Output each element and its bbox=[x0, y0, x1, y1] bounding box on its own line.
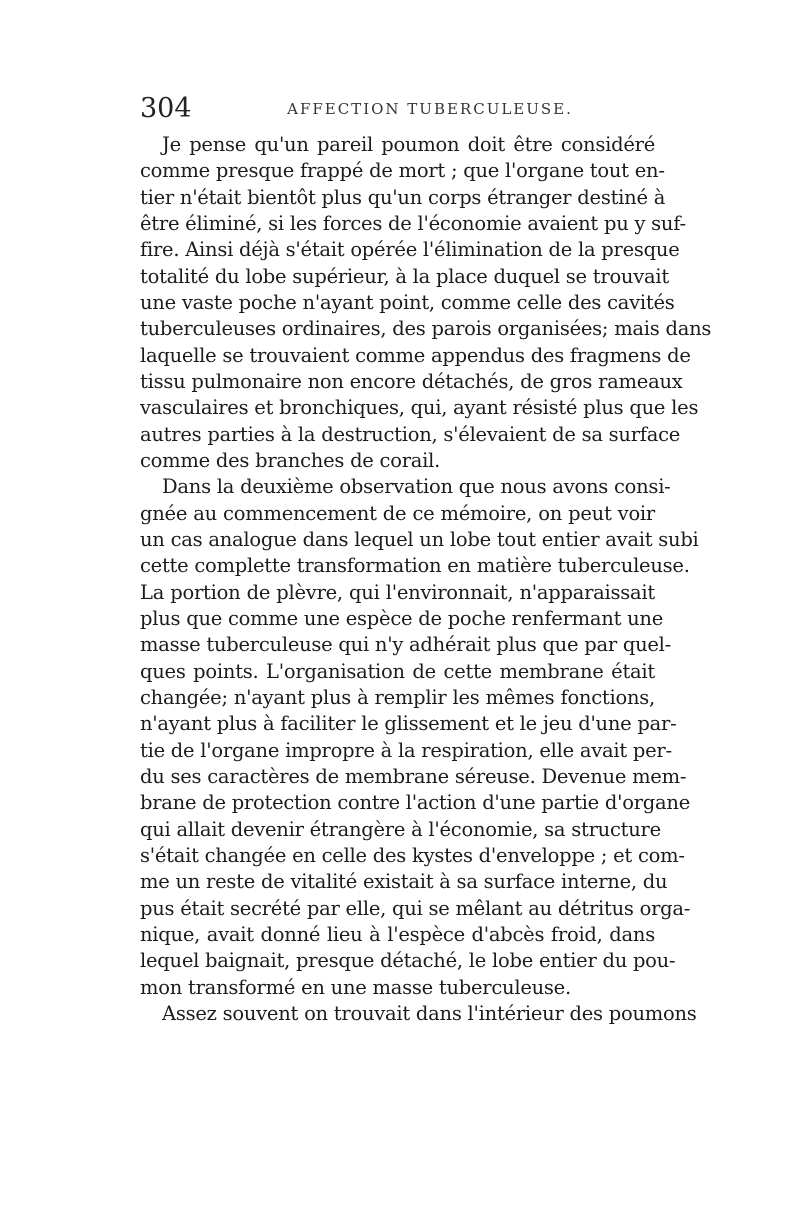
text-line: me un reste de vitalité existait à sa surface interne, du bbox=[140, 870, 668, 894]
text-line: une vaste poche n'ayant point, comme celle des cavités bbox=[140, 290, 675, 314]
text-line: pus était secrété par elle, qui se mêlant au détritus orga- bbox=[140, 896, 691, 920]
text-line: laquelle se trouvaient comme appendus des fragmens de bbox=[140, 343, 691, 367]
text-line: brane de protection contre l'action d'une partie d'organe bbox=[140, 791, 690, 815]
text-line: autres parties à la destruction, s'élevaient de sa surface bbox=[140, 422, 681, 446]
text-line: n'ayant plus à faciliter le glissement et le jeu d'une par- bbox=[140, 712, 677, 736]
text-line: Dans la deuxième observation que nous avons consi- bbox=[162, 475, 671, 499]
text-line: gnée au commencement de ce mémoire, on peut voir bbox=[140, 501, 655, 525]
text-line: ques points. L'organisation de cette membrane était bbox=[140, 659, 655, 683]
text-line: tier n'était bientôt plus qu'un corps étranger destiné à bbox=[140, 185, 666, 209]
text-line: tuberculeuses ordinaires, des parois organisées; mais dans bbox=[140, 317, 712, 341]
text-line: être éliminé, si les forces de l'économie avaient pu y suf- bbox=[140, 211, 686, 235]
text-line: cette complette transformation en matière tuberculeuse. bbox=[140, 554, 690, 578]
text-line: qui allait devenir étrangère à l'économie, sa structure bbox=[140, 817, 661, 841]
body-text bbox=[140, 132, 712, 1027]
text-line: totalité du lobe supérieur, à la place duquel se trouvait bbox=[140, 264, 669, 288]
text-line: vasculaires et bronchiques, qui, ayant résisté plus que les bbox=[140, 396, 699, 420]
text-line: masse tuberculeuse qui n'y adhérait plus que par quel- bbox=[140, 633, 672, 657]
text-line: un cas analogue dans lequel un lobe tout entier avait subi bbox=[140, 527, 699, 551]
text-line: comme des branches de corail. bbox=[140, 448, 441, 472]
text-line: s'était changée en celle des kystes d'enveloppe ; et com- bbox=[140, 843, 685, 867]
text-line: Je pense qu'un pareil poumon doit être considéré bbox=[162, 133, 655, 156]
text-line: tissu pulmonaire non encore détachés, de gros rameaux bbox=[140, 369, 683, 393]
page-header bbox=[140, 92, 660, 126]
text-line: tie de l'organe impropre à la respiration, elle avait per- bbox=[140, 738, 672, 762]
text-line: Assez souvent on trouvait dans l'intérieur des poumons bbox=[162, 1001, 697, 1025]
text-line: lequel baignait, presque détaché, le lobe entier du pou- bbox=[140, 949, 676, 973]
text-line: fire. Ainsi déjà s'était opérée l'élimination de la presque bbox=[140, 238, 680, 262]
text-line: plus que comme une espèce de poche renfermant une bbox=[140, 606, 664, 630]
text-line: nique, avait donné lieu à l'espèce d'abcès froid, dans bbox=[140, 922, 655, 946]
text-line: changée; n'ayant plus à remplir les mêmes fonctions, bbox=[140, 685, 655, 709]
text-line: du ses caractères de membrane séreuse. Devenue mem- bbox=[140, 764, 687, 788]
text-line: mon transformé en une masse tuberculeuse. bbox=[140, 975, 571, 999]
page-number: 304 bbox=[140, 93, 192, 124]
text-line: comme presque frappé de mort ; que l'organe tout en- bbox=[140, 159, 665, 183]
running-head: AFFECTION TUBERCULEUSE. bbox=[287, 100, 573, 118]
text-line: La portion de plèvre, qui l'environnait, n'apparaissait bbox=[140, 580, 655, 604]
